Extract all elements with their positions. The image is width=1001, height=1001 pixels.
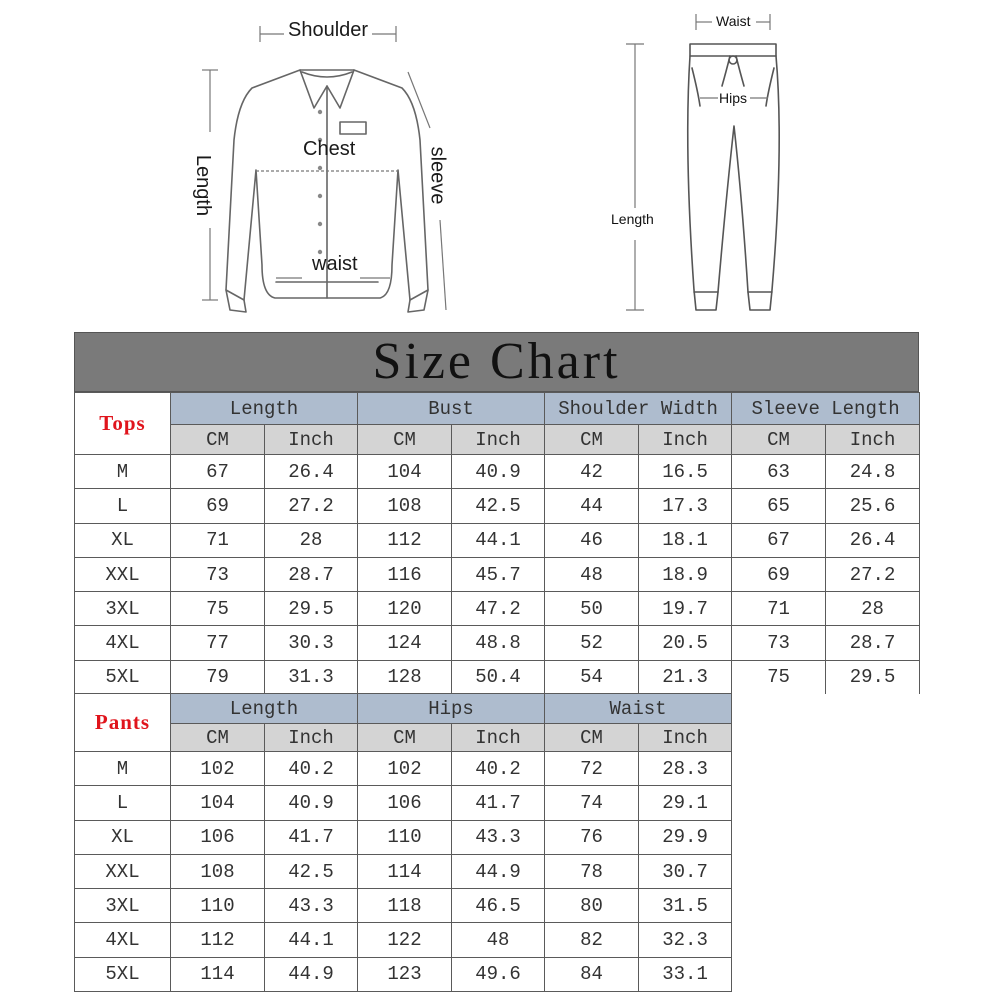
value-cell: 82 bbox=[545, 923, 639, 957]
value-cell: 30.3 bbox=[265, 626, 358, 660]
value-cell: 78 bbox=[545, 854, 639, 888]
value-cell: 18.9 bbox=[639, 557, 732, 591]
unit-header: Inch bbox=[826, 425, 920, 455]
size-cell: XXL bbox=[75, 854, 171, 888]
value-cell: 17.3 bbox=[639, 489, 732, 523]
value-cell: 120 bbox=[358, 592, 452, 626]
value-cell: 75 bbox=[732, 660, 826, 694]
tops-table-row bbox=[75, 660, 920, 694]
size-cell: XL bbox=[75, 523, 171, 557]
value-cell: 21.3 bbox=[639, 660, 732, 694]
value-cell: 106 bbox=[171, 820, 265, 854]
value-cell: 27.2 bbox=[265, 489, 358, 523]
size-cell: 5XL bbox=[75, 660, 171, 694]
value-cell: 112 bbox=[358, 523, 452, 557]
value-cell: 72 bbox=[545, 752, 639, 786]
length-label: Length bbox=[192, 154, 215, 217]
value-cell: 28 bbox=[826, 592, 920, 626]
value-cell: 44.9 bbox=[265, 957, 358, 991]
pants-length-label: Length bbox=[611, 211, 654, 227]
value-cell: 50 bbox=[545, 592, 639, 626]
size-cell: 5XL bbox=[75, 957, 171, 991]
value-cell: 112 bbox=[171, 923, 265, 957]
unit-header: Inch bbox=[265, 425, 358, 455]
value-cell: 67 bbox=[732, 523, 826, 557]
value-cell: 74 bbox=[545, 786, 639, 820]
tops-group-header: Sleeve Length bbox=[732, 393, 920, 425]
value-cell: 108 bbox=[171, 854, 265, 888]
value-cell: 110 bbox=[358, 820, 452, 854]
value-cell: 114 bbox=[171, 957, 265, 991]
value-cell: 29.5 bbox=[265, 592, 358, 626]
value-cell: 77 bbox=[171, 626, 265, 660]
value-cell: 50.4 bbox=[452, 660, 545, 694]
pants-group-header-row bbox=[75, 694, 920, 724]
value-cell: 44 bbox=[545, 489, 639, 523]
value-cell: 27.2 bbox=[826, 557, 920, 591]
pants-table bbox=[74, 693, 920, 992]
tops-group-header: Shoulder Width bbox=[545, 393, 732, 425]
pants-table-row bbox=[75, 957, 920, 991]
value-cell: 52 bbox=[545, 626, 639, 660]
value-cell: 44.1 bbox=[265, 923, 358, 957]
value-cell: 104 bbox=[358, 455, 452, 489]
value-cell: 28 bbox=[265, 523, 358, 557]
tops-table bbox=[74, 392, 920, 695]
size-cell: 4XL bbox=[75, 626, 171, 660]
pants-table-row bbox=[75, 889, 920, 923]
value-cell: 26.4 bbox=[826, 523, 920, 557]
pants-table-row bbox=[75, 854, 920, 888]
value-cell: 71 bbox=[732, 592, 826, 626]
unit-header: Inch bbox=[639, 724, 732, 752]
shoulder-label: Shoulder bbox=[288, 19, 369, 41]
size-cell: L bbox=[75, 786, 171, 820]
value-cell: 40.9 bbox=[265, 786, 358, 820]
tops-group-header-row bbox=[75, 393, 920, 425]
value-cell: 76 bbox=[545, 820, 639, 854]
value-cell: 29.1 bbox=[639, 786, 732, 820]
unit-header: CM bbox=[358, 425, 452, 455]
pants-table-spacer bbox=[732, 694, 920, 752]
value-cell: 114 bbox=[358, 854, 452, 888]
size-cell: M bbox=[75, 455, 171, 489]
value-cell: 40.2 bbox=[452, 752, 545, 786]
value-cell: 48.8 bbox=[452, 626, 545, 660]
value-cell: 41.7 bbox=[452, 786, 545, 820]
value-cell: 28.7 bbox=[265, 557, 358, 591]
size-chart-title: Size Chart bbox=[372, 333, 621, 390]
value-cell: 106 bbox=[358, 786, 452, 820]
value-cell: 33.1 bbox=[639, 957, 732, 991]
value-cell: 42 bbox=[545, 455, 639, 489]
value-cell: 44.9 bbox=[452, 854, 545, 888]
unit-header: Inch bbox=[452, 425, 545, 455]
value-cell: 123 bbox=[358, 957, 452, 991]
tops-unit-header-row bbox=[75, 425, 920, 455]
value-cell: 31.3 bbox=[265, 660, 358, 694]
value-cell: 43.3 bbox=[452, 820, 545, 854]
value-cell: 67 bbox=[171, 455, 265, 489]
value-cell: 24.8 bbox=[826, 455, 920, 489]
value-cell: 44.1 bbox=[452, 523, 545, 557]
value-cell: 54 bbox=[545, 660, 639, 694]
size-cell: XL bbox=[75, 820, 171, 854]
tops-table-row bbox=[75, 489, 920, 523]
pants-section-label: Pants bbox=[75, 694, 171, 752]
value-cell: 29.9 bbox=[639, 820, 732, 854]
unit-header: Inch bbox=[639, 425, 732, 455]
value-cell: 40.9 bbox=[452, 455, 545, 489]
value-cell: 65 bbox=[732, 489, 826, 523]
tops-table-row bbox=[75, 557, 920, 591]
value-cell: 45.7 bbox=[452, 557, 545, 591]
tops-group-header: Length bbox=[171, 393, 358, 425]
value-cell: 102 bbox=[171, 752, 265, 786]
pants-table-row bbox=[75, 923, 920, 957]
value-cell: 18.1 bbox=[639, 523, 732, 557]
value-cell: 42.5 bbox=[265, 854, 358, 888]
value-cell: 43.3 bbox=[265, 889, 358, 923]
value-cell: 25.6 bbox=[826, 489, 920, 523]
tops-table-row bbox=[75, 592, 920, 626]
value-cell: 46.5 bbox=[452, 889, 545, 923]
unit-header: CM bbox=[171, 724, 265, 752]
tops-table-body bbox=[75, 455, 920, 695]
value-cell: 26.4 bbox=[265, 455, 358, 489]
pants-group-header: Hips bbox=[358, 694, 545, 724]
size-chart-title-bar bbox=[74, 332, 919, 392]
value-cell: 49.6 bbox=[452, 957, 545, 991]
pants-table-body bbox=[75, 752, 920, 992]
pants-icon bbox=[600, 8, 790, 320]
value-cell: 104 bbox=[171, 786, 265, 820]
value-cell: 48 bbox=[452, 923, 545, 957]
tops-table-row bbox=[75, 626, 920, 660]
tops-section-label: Tops bbox=[75, 393, 171, 455]
pants-table-row bbox=[75, 820, 920, 854]
unit-header: CM bbox=[732, 425, 826, 455]
value-cell: 102 bbox=[358, 752, 452, 786]
value-cell: 47.2 bbox=[452, 592, 545, 626]
pants-hips-label: Hips bbox=[719, 90, 748, 106]
tops-group-header: Bust bbox=[358, 393, 545, 425]
value-cell: 48 bbox=[545, 557, 639, 591]
value-cell: 16.5 bbox=[639, 455, 732, 489]
value-cell: 122 bbox=[358, 923, 452, 957]
pants-table-row bbox=[75, 786, 920, 820]
pants-waist-label: Waist bbox=[716, 13, 751, 29]
value-cell: 69 bbox=[171, 489, 265, 523]
value-cell: 79 bbox=[171, 660, 265, 694]
value-cell: 110 bbox=[171, 889, 265, 923]
value-cell: 73 bbox=[732, 626, 826, 660]
unit-header: CM bbox=[545, 425, 639, 455]
tops-table-row bbox=[75, 455, 920, 489]
value-cell: 80 bbox=[545, 889, 639, 923]
value-cell: 69 bbox=[732, 557, 826, 591]
value-cell: 30.7 bbox=[639, 854, 732, 888]
size-cell: 4XL bbox=[75, 923, 171, 957]
value-cell: 118 bbox=[358, 889, 452, 923]
pants-table-row bbox=[75, 752, 920, 786]
value-cell: 28.7 bbox=[826, 626, 920, 660]
value-cell: 40.2 bbox=[265, 752, 358, 786]
size-cell: L bbox=[75, 489, 171, 523]
pants-group-header: Waist bbox=[545, 694, 732, 724]
pants-group-header: Length bbox=[171, 694, 358, 724]
unit-header: Inch bbox=[452, 724, 545, 752]
tops-table-row bbox=[75, 523, 920, 557]
value-cell: 42.5 bbox=[452, 489, 545, 523]
unit-header: CM bbox=[171, 425, 265, 455]
size-cell: 3XL bbox=[75, 592, 171, 626]
value-cell: 128 bbox=[358, 660, 452, 694]
value-cell: 29.5 bbox=[826, 660, 920, 694]
value-cell: 46 bbox=[545, 523, 639, 557]
value-cell: 20.5 bbox=[639, 626, 732, 660]
value-cell: 116 bbox=[358, 557, 452, 591]
size-cell: 3XL bbox=[75, 889, 171, 923]
value-cell: 41.7 bbox=[265, 820, 358, 854]
value-cell: 28.3 bbox=[639, 752, 732, 786]
value-cell: 124 bbox=[358, 626, 452, 660]
value-cell: 108 bbox=[358, 489, 452, 523]
value-cell: 73 bbox=[171, 557, 265, 591]
value-cell: 75 bbox=[171, 592, 265, 626]
pants-illustration bbox=[600, 8, 790, 320]
chest-label: Chest bbox=[303, 138, 356, 160]
value-cell: 19.7 bbox=[639, 592, 732, 626]
value-cell: 32.3 bbox=[639, 923, 732, 957]
unit-header: CM bbox=[545, 724, 639, 752]
sleeve-label: sleeve bbox=[426, 146, 449, 205]
waist-label: waist bbox=[312, 253, 358, 275]
size-cell: XXL bbox=[75, 557, 171, 591]
unit-header: Inch bbox=[265, 724, 358, 752]
unit-header: CM bbox=[358, 724, 452, 752]
value-cell: 84 bbox=[545, 957, 639, 991]
value-cell: 71 bbox=[171, 523, 265, 557]
size-cell: M bbox=[75, 752, 171, 786]
value-cell: 31.5 bbox=[639, 889, 732, 923]
value-cell: 63 bbox=[732, 455, 826, 489]
